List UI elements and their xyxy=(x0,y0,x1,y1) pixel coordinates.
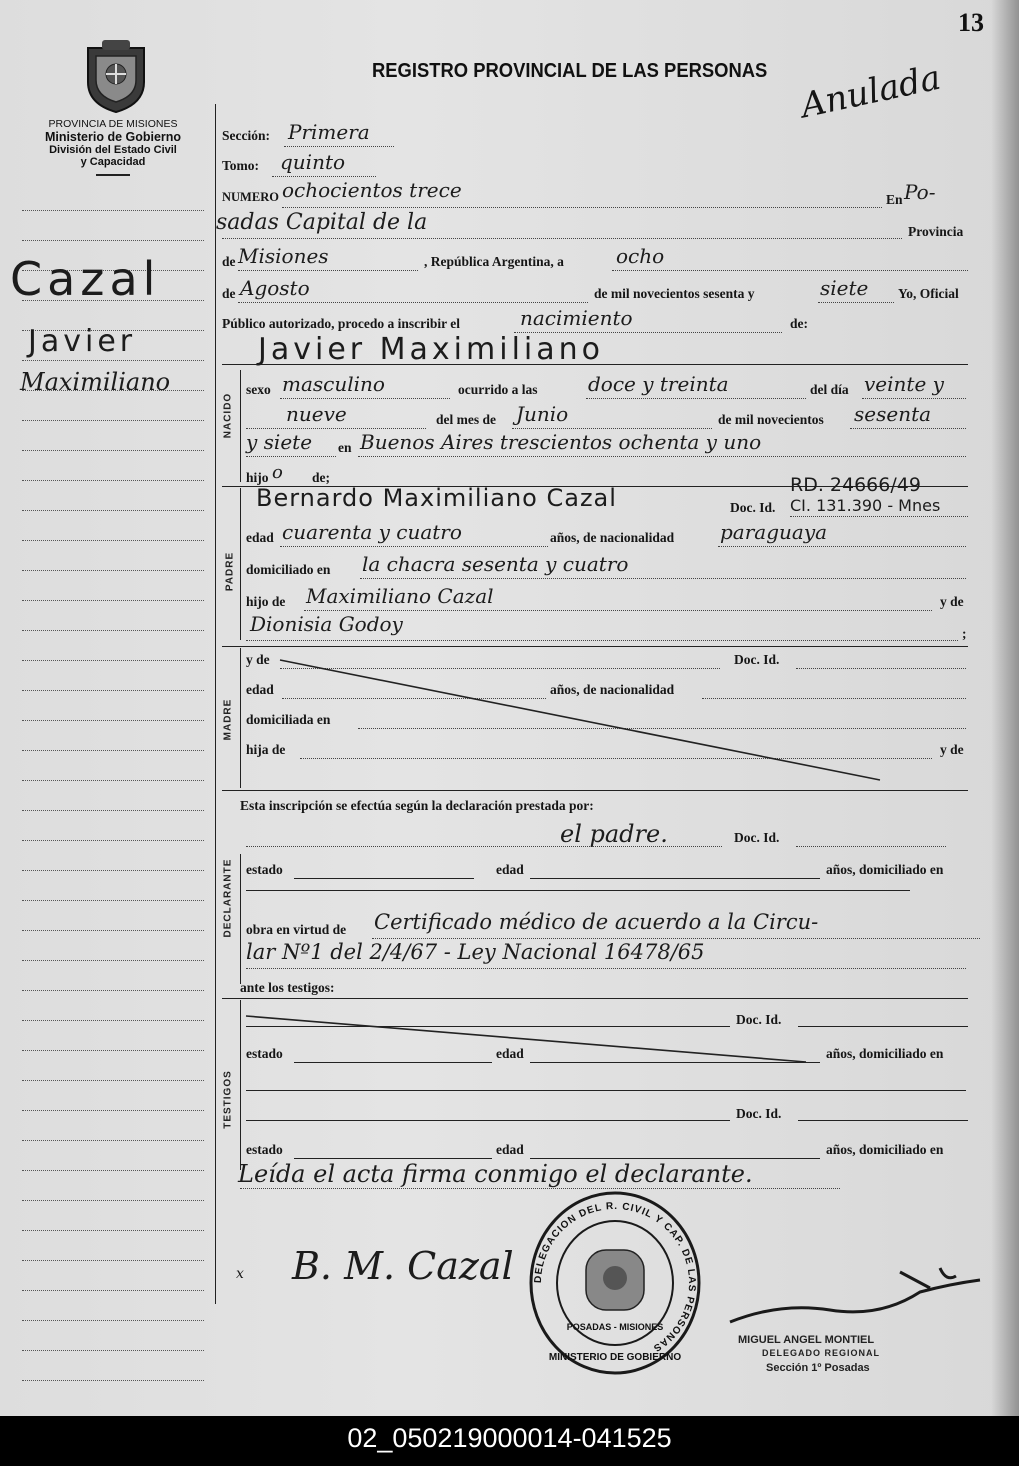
madre-bottom-rule xyxy=(222,790,968,791)
official-stamp-icon xyxy=(520,1188,710,1378)
margin-ruled-line xyxy=(22,1020,204,1021)
month-line xyxy=(238,302,588,303)
seccion-value: Primera xyxy=(288,120,370,144)
day-line xyxy=(612,270,968,271)
father-name: Bernardo Maximiliano Cazal xyxy=(256,484,617,512)
hour-value: doce y treinta xyxy=(588,372,729,396)
margin-ruled-line xyxy=(22,990,204,991)
margin-ruled-line xyxy=(22,1320,204,1321)
birth-place-value: Buenos Aires trescientos ochenta y uno xyxy=(360,430,762,454)
republica-label: , República Argentina, a xyxy=(424,254,564,269)
testigos-border xyxy=(240,1000,241,1170)
declarante-doc-line xyxy=(796,846,946,847)
madre-dom-label: domiciliada en xyxy=(246,712,331,727)
day-part2: nueve xyxy=(286,402,347,426)
margin-ruled-line xyxy=(22,750,204,751)
full-name: Javier Maximiliano xyxy=(258,332,604,367)
sexo-value: masculino xyxy=(282,372,385,396)
testigo2-estado-line xyxy=(294,1158,492,1159)
margin-ruled-line xyxy=(22,1050,204,1051)
month-value: Agosto xyxy=(240,276,310,300)
testigo1-estado-label: estado xyxy=(246,1046,283,1061)
madre-hija-label: hija de xyxy=(246,742,286,757)
year-text: de mil novecientos sesenta y xyxy=(594,286,755,301)
numero-label: NUMERO xyxy=(222,190,279,204)
place-part2: sadas Capital de la xyxy=(216,210,428,235)
en-label: En xyxy=(886,192,903,207)
ocurrido-label: ocurrido a las xyxy=(458,382,538,397)
margin-ruled-line xyxy=(22,1170,204,1171)
madre-section-label: MADRE xyxy=(222,698,234,741)
margin-ruled-line xyxy=(22,450,204,451)
father-nac-label: años, de nacionalidad xyxy=(550,530,675,545)
father-extra-doc: RD. 24666/49 xyxy=(790,474,921,496)
official-name: MIGUEL ANGEL MONTIEL xyxy=(738,1334,875,1346)
numero-value: ochocientos trece xyxy=(282,178,462,202)
margin-given-name-1: Javier xyxy=(28,324,137,359)
testigo1-doc-label: Doc. Id. xyxy=(736,1012,782,1027)
document-title: REGISTRO PROVINCIAL DE LAS PERSONAS xyxy=(372,60,768,82)
de-label: de xyxy=(222,254,236,269)
del-dia-label: del día xyxy=(810,382,849,397)
testigos-intro: ante los testigos: xyxy=(240,980,335,995)
madre-nac-label: años, de nacionalidad xyxy=(550,682,675,697)
declarante-estado-label: estado xyxy=(246,862,283,877)
year-line xyxy=(818,302,894,303)
testigo2-name-line xyxy=(246,1120,730,1121)
declarante-address-line xyxy=(246,890,910,891)
margin-ruled-line xyxy=(22,780,204,781)
main-border-left xyxy=(215,104,216,1304)
padre-border xyxy=(240,488,241,640)
testigo2-doc-line xyxy=(798,1120,968,1121)
margin-ruled-line xyxy=(22,900,204,901)
province-label: PROVINCIA DE MISIONES xyxy=(48,118,178,130)
declarante-border xyxy=(240,854,241,984)
father-dom-label: domiciliado en xyxy=(246,562,331,577)
margin-ruled-line xyxy=(22,540,204,541)
testigo2-doc-label: Doc. Id. xyxy=(736,1106,782,1121)
father-nac-value: paraguaya xyxy=(720,520,828,544)
madre-strike-through xyxy=(280,660,880,780)
publico-text: Público autorizado, procedo a inscribir el xyxy=(222,316,460,331)
father-father-value: Maximiliano Cazal xyxy=(306,584,494,608)
margin-ruled-line xyxy=(22,930,204,931)
hijo-label: hijo xyxy=(246,470,269,485)
birth-year-line xyxy=(850,428,966,429)
day-value: ocho xyxy=(616,244,665,268)
margin-ruled-line xyxy=(22,690,204,691)
birth-place-line xyxy=(358,456,966,457)
province-line xyxy=(238,270,418,271)
father-doc-label: Doc. Id. xyxy=(730,500,776,515)
margin-ruled-line xyxy=(22,210,204,211)
margin-ruled-line xyxy=(22,1260,204,1261)
mil-label: de mil novecientos xyxy=(718,412,824,427)
office-divider xyxy=(96,174,130,176)
margin-ruled-line xyxy=(22,630,204,631)
obra-value-1: Certificado médico de acuerdo a la Circu- xyxy=(374,910,819,934)
ministry-label: Ministerio de Gobierno xyxy=(44,130,182,144)
declarant-signature: B. M. Cazal xyxy=(292,1244,514,1288)
margin-ruled-line xyxy=(22,240,204,241)
act-value: nacimiento xyxy=(520,306,633,330)
declarante-estado-line xyxy=(294,878,474,879)
father-dom-line xyxy=(360,578,966,579)
day-part1: veinte y xyxy=(864,372,944,396)
capacity-label: y Capacidad xyxy=(80,156,146,168)
del-mes-label: del mes de xyxy=(436,412,496,427)
testigo1-estado-line xyxy=(294,1062,492,1063)
father-edad-value: cuarenta y cuatro xyxy=(282,520,462,544)
official-signature xyxy=(720,1262,1000,1342)
de-semicolon: de; xyxy=(312,470,330,485)
obra-value-2: lar Nº1 del 2/4/67 - Ley Nacional 16478/65 xyxy=(246,940,705,964)
madre-y-de-2: y de xyxy=(940,742,964,757)
declarante-value: el padre. xyxy=(560,820,668,848)
declarante-edad-line xyxy=(530,878,820,879)
division-label: División del Estado Civil xyxy=(49,144,177,156)
declarante-bottom-rule xyxy=(222,998,968,999)
margin-ruled-line xyxy=(22,660,204,661)
father-hijo-label: hijo de xyxy=(246,594,286,609)
x-mark: x xyxy=(236,1266,244,1282)
testigo1-anos-label: años, domiciliado en xyxy=(826,1046,944,1061)
margin-ruled-line xyxy=(22,720,204,721)
day-line-2 xyxy=(246,428,426,429)
margin-ruled-line xyxy=(22,1200,204,1201)
testigo1-edad-line xyxy=(530,1062,820,1063)
official-title: DELEGADO REGIONAL xyxy=(762,1348,881,1358)
birth-year-part2: y siete xyxy=(246,430,313,454)
margin-ruled-line xyxy=(22,420,204,421)
stamp-ring-text: DELEGACION DEL R. CIVIL Y CAP. DE LAS PERSONAS xyxy=(532,1200,698,1354)
seccion-line xyxy=(284,146,394,147)
provincia-label: Provincia xyxy=(908,224,964,239)
testigo2-edad-line xyxy=(530,1158,820,1159)
nacido-section-label: NACIDO xyxy=(222,392,234,439)
seccion-label: Sección: xyxy=(222,128,270,143)
province-value: Misiones xyxy=(238,244,329,268)
margin-ruled-line xyxy=(22,1230,204,1231)
margin-ruled-line xyxy=(22,1380,204,1381)
declarante-anos-label: años, domiciliado en xyxy=(826,862,944,877)
hijo-o: o xyxy=(272,462,283,483)
year-value: siete xyxy=(820,276,869,300)
day-line-1 xyxy=(862,398,966,399)
stamp-bottom-text: MINISTERIO DE GOBIERNO xyxy=(548,1352,682,1363)
margin-ruled-line xyxy=(22,960,204,961)
oficial-text: Yo, Oficial xyxy=(898,286,959,301)
padre-bottom-rule xyxy=(222,646,968,647)
madre-edad-label: edad xyxy=(246,682,274,697)
margin-ruled-line xyxy=(22,1290,204,1291)
obra-line-2 xyxy=(246,968,966,969)
official-section: Sección 1º Posadas xyxy=(766,1362,870,1374)
father-nac-line xyxy=(718,546,966,547)
tomo-label: Tomo: xyxy=(222,158,260,173)
testigo1-doc-line xyxy=(798,1026,968,1027)
father-semicolon: ; xyxy=(962,626,967,641)
padre-section-label: PADRE xyxy=(224,551,236,592)
birth-month-value: Junio xyxy=(516,402,569,426)
nacido-border xyxy=(240,370,241,482)
margin-ruled-line xyxy=(22,870,204,871)
numero-line xyxy=(282,207,882,208)
birth-year-line-2 xyxy=(246,456,336,457)
tomo-value: quinto xyxy=(280,150,346,174)
declarante-edad-label: edad xyxy=(496,862,524,877)
page-number: 13 xyxy=(958,8,984,37)
testigo1-strike-through xyxy=(246,1016,806,1062)
declarante-intro: Esta inscripción se efectúa según la declaración prestada por: xyxy=(240,798,594,813)
closing-text: Leída el acta firma conmigo el declarante. xyxy=(238,1160,753,1188)
madre-doc-label: Doc. Id. xyxy=(734,652,780,667)
father-dom-value: la chacra sesenta y cuatro xyxy=(362,552,629,576)
testigos-section-label: TESTIGOS xyxy=(222,1070,234,1129)
obra-label: obra en virtud de xyxy=(246,922,347,937)
birth-month-line xyxy=(512,428,712,429)
birth-year-part1: sesenta xyxy=(854,402,932,426)
sexo-line xyxy=(280,398,450,399)
father-edad-label: edad xyxy=(246,530,274,545)
testigo1-address-line xyxy=(246,1090,966,1091)
margin-ruled-line xyxy=(22,570,204,571)
testigo2-edad-label: edad xyxy=(496,1142,524,1157)
margin-ruled-line xyxy=(22,1140,204,1141)
father-mother-line xyxy=(246,640,958,641)
father-edad-line xyxy=(280,546,548,547)
father-parent-line xyxy=(304,610,932,611)
en-place-label: en xyxy=(338,440,352,455)
place-part1: Po- xyxy=(904,180,936,204)
margin-ruled-line xyxy=(22,600,204,601)
margin-surname: Cazal xyxy=(10,252,161,306)
annulled-annotation: Anulada xyxy=(797,57,945,127)
testigo2-anos-label: años, domiciliado en xyxy=(826,1142,944,1157)
sexo-label: sexo xyxy=(246,382,271,397)
madre-border xyxy=(240,648,241,788)
place-line xyxy=(222,238,902,239)
testigo2-estado-label: estado xyxy=(246,1142,283,1157)
margin-ruled-line xyxy=(22,810,204,811)
father-mother-value: Dionisia Godoy xyxy=(250,612,403,636)
testigo1-edad-label: edad xyxy=(496,1046,524,1061)
obra-line xyxy=(372,938,980,939)
declarante-section-label: DECLARANTE xyxy=(222,858,234,938)
declarante-doc-label: Doc. Id. xyxy=(734,830,780,845)
margin-ruled-line xyxy=(22,360,204,361)
tomo-line xyxy=(272,176,376,177)
margin-ruled-line xyxy=(22,1080,204,1081)
father-doc-value: CI. 131.390 - Mnes xyxy=(790,496,941,515)
father-y-de: y de xyxy=(940,594,964,609)
hour-line xyxy=(586,398,806,399)
file-id-footer: 02_050219000014-041525 xyxy=(0,1416,1019,1466)
margin-ruled-line xyxy=(22,480,204,481)
coat-of-arms-icon xyxy=(82,38,150,114)
father-doc-line xyxy=(790,516,968,517)
margin-ruled-line xyxy=(22,510,204,511)
margin-ruled-line xyxy=(22,1350,204,1351)
madre-y-de: y de xyxy=(246,652,270,667)
stamp-center-text: POSADAS - MISIONES xyxy=(566,1322,664,1332)
margin-given-name-2: Maximiliano xyxy=(20,368,171,396)
de-colon: de: xyxy=(790,316,808,331)
margin-ruled-line xyxy=(22,1110,204,1111)
margin-ruled-line xyxy=(22,840,204,841)
de-label-2: de xyxy=(222,286,236,301)
name-rule xyxy=(222,364,968,365)
